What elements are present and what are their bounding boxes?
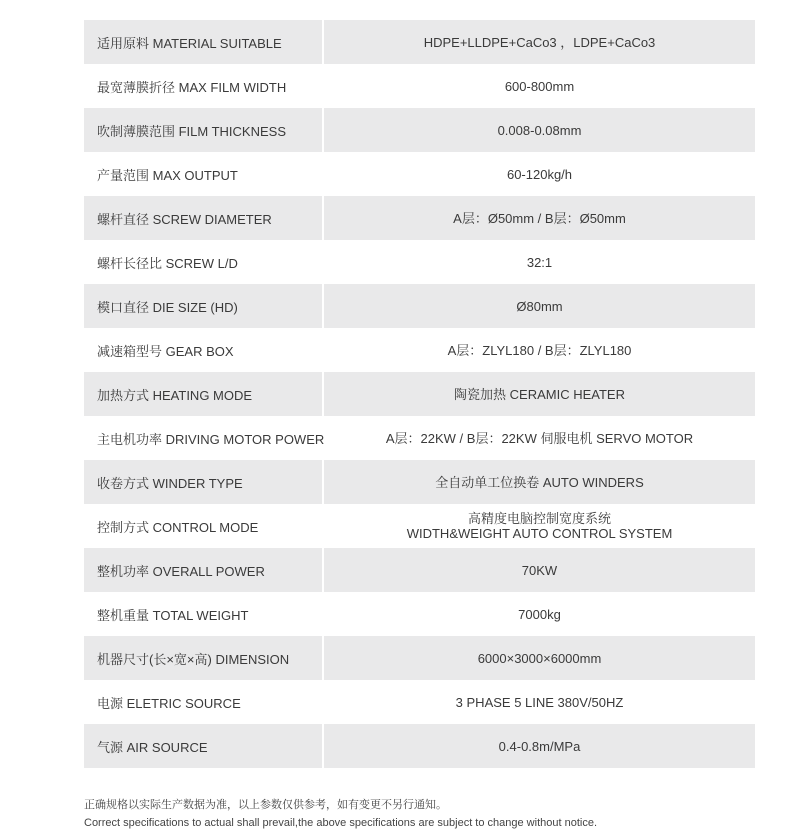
spec-label: 整机功率 OVERALL POWER — [84, 548, 324, 592]
spec-row-motor-power — [84, 416, 755, 460]
spec-label: 收卷方式 WINDER TYPE — [84, 460, 324, 504]
spec-value-text: 高精度电脑控制宽度系统 — [467, 511, 611, 526]
footnote-cn: 正确规格以实际生产数据为准，以上参数仅供参考，如有变更不另行通知。 — [84, 799, 447, 811]
spec-row-screw-diameter — [84, 196, 755, 240]
spec-row-film-width — [84, 64, 755, 108]
spec-label: 机器尺寸(长×宽×高) DIMENSION — [84, 636, 324, 680]
spec-value — [324, 240, 755, 284]
spec-value — [324, 108, 755, 152]
spec-value — [324, 284, 755, 328]
spec-row-gear-box — [84, 328, 755, 372]
spec-value — [324, 20, 755, 64]
spec-row-material — [84, 20, 755, 64]
footnote — [84, 796, 597, 832]
spec-value-text: 32:1 — [526, 254, 553, 270]
spec-row-film-thickness — [84, 108, 755, 152]
spec-value — [324, 328, 755, 372]
spec-row-heating-mode — [84, 372, 755, 416]
spec-row-control-mode — [84, 504, 755, 548]
spec-value-text: HDPE+LLDPE+CaCo3 ，LDPE+CaCo3 — [423, 34, 656, 50]
spec-label: 主电机功率 DRIVING MOTOR POWER — [84, 416, 324, 460]
spec-label: 产量范围 MAX OUTPUT — [84, 152, 324, 196]
spec-value — [324, 680, 755, 724]
spec-value — [324, 460, 755, 504]
spec-value-text: 0.008-0.08mm — [497, 122, 582, 138]
spec-value-text: Ø80mm — [516, 298, 563, 314]
spec-value-text: 全自动单工位换卷 AUTO WINDERS — [435, 474, 644, 490]
spec-label: 螺杆长径比 SCREW L/D — [84, 240, 324, 284]
spec-value-text: 3 PHASE 5 LINE 380V/50HZ — [455, 694, 624, 710]
spec-value-text: A层：Ø50mm / B层：Ø50mm — [453, 210, 626, 226]
spec-value — [324, 548, 755, 592]
spec-row-total-weight — [84, 592, 755, 636]
spec-value — [324, 64, 755, 108]
spec-row-dimension — [84, 636, 755, 680]
spec-value — [324, 592, 755, 636]
spec-row-output — [84, 152, 755, 196]
spec-label: 最宽薄膜折径 MAX FILM WIDTH — [84, 64, 324, 108]
spec-row-die-size — [84, 284, 755, 328]
spec-label: 模口直径 DIE SIZE (HD) — [84, 284, 324, 328]
spec-label: 控制方式 CONTROL MODE — [84, 504, 324, 548]
footnote-en: Correct specifications to actual shall prevail,the above specifications are subject to change without notice. — [84, 817, 598, 829]
spec-value-text: 6000×3000×6000mm — [477, 650, 602, 666]
spec-row-electric-source — [84, 680, 755, 724]
spec-label: 加热方式 HEATING MODE — [84, 372, 324, 416]
spec-table — [84, 20, 755, 768]
spec-row-air-source — [84, 724, 755, 768]
spec-value-text: 70KW — [521, 562, 558, 578]
spec-label: 整机重量 TOTAL WEIGHT — [84, 592, 324, 636]
spec-value-text: 陶瓷加热 CERAMIC HEATER — [454, 386, 625, 402]
spec-value-text: A层：22KW / B层：22KW 伺服电机 SERVO MOTOR — [385, 430, 694, 446]
spec-row-screw-ld — [84, 240, 755, 284]
spec-value — [324, 196, 755, 240]
spec-label: 减速箱型号 GEAR BOX — [84, 328, 324, 372]
spec-row-overall-power — [84, 548, 755, 592]
spec-value-text: 60-120kg/h — [506, 166, 573, 182]
spec-label: 吹制薄膜范围 FILM THICKNESS — [84, 108, 324, 152]
spec-value-text-line2: WIDTH&WEIGHT AUTO CONTROL SYSTEM — [406, 526, 673, 541]
spec-value-text: 600-800mm — [504, 78, 575, 94]
spec-value — [324, 636, 755, 680]
spec-label: 气源 AIR SOURCE — [84, 724, 324, 768]
spec-value-text: A层：ZLYL180 / B层：ZLYL180 — [447, 342, 632, 358]
spec-label: 电源 ELETRIC SOURCE — [84, 680, 324, 724]
spec-value-text: 7000kg — [518, 606, 561, 622]
spec-label: 适用原料 MATERIAL SUITABLE — [84, 20, 324, 64]
spec-value-text: 0.4-0.8m/MPa — [498, 738, 581, 754]
spec-row-winder-type — [84, 460, 755, 504]
spec-label: 螺杆直径 SCREW DIAMETER — [84, 196, 324, 240]
spec-value — [324, 416, 755, 460]
spec-value — [324, 152, 755, 196]
spec-value — [324, 724, 755, 768]
spec-value — [324, 372, 755, 416]
spec-value — [324, 504, 755, 548]
